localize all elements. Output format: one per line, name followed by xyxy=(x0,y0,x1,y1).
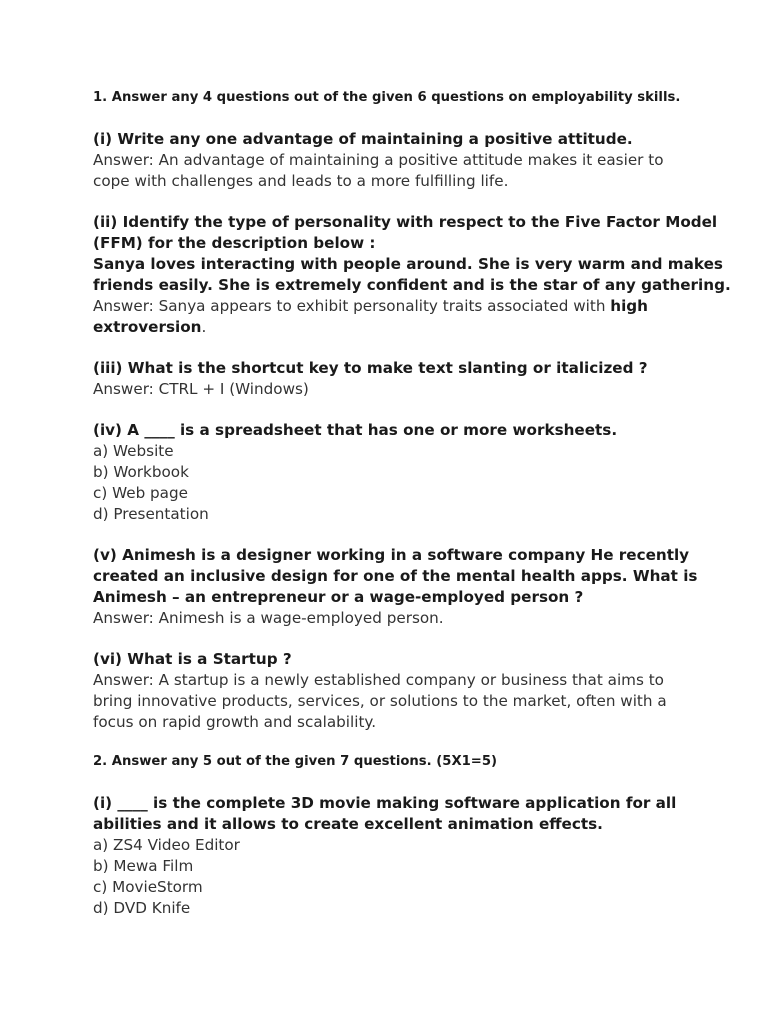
answer-suffix: . xyxy=(201,318,207,336)
answer-line xyxy=(93,317,708,338)
option-list xyxy=(93,835,708,919)
option-list xyxy=(93,441,708,525)
answer-text: Answer: Animesh is a wage-employed person. xyxy=(93,609,444,627)
answer-line: bring innovative products, services, or solutions to the market, often with a xyxy=(93,692,667,710)
question-1-ii xyxy=(93,212,731,338)
option-item: c) Web page xyxy=(93,484,188,502)
question-text: (iii) What is the shortcut key to make text slanting or italicized ? xyxy=(93,359,648,377)
question-text xyxy=(93,212,731,296)
question-2-i xyxy=(93,793,708,919)
answer-emphasis: extroversion xyxy=(93,318,202,336)
answer-text xyxy=(93,296,708,338)
answer-text xyxy=(93,670,708,733)
answer-prefix: Answer: Sanya appears to exhibit personality traits associated with xyxy=(93,297,611,315)
option-item: c) MovieStorm xyxy=(93,878,203,896)
question-line: (i) ____ is the complete 3D movie making software application for all xyxy=(93,794,677,812)
section-1-heading: 1. Answer any 4 questions out of the given 6 questions on employability skills. xyxy=(93,90,681,105)
question-line: (FFM) for the description below : xyxy=(93,234,376,252)
section-2-heading: 2. Answer any 5 out of the given 7 questions. (5X1=5) xyxy=(93,754,498,769)
answer-text xyxy=(93,150,708,192)
option-item: a) Website xyxy=(93,442,174,460)
question-line: Sanya loves interacting with people around. She is very warm and makes xyxy=(93,255,723,273)
option-item: b) Workbook xyxy=(93,463,189,481)
answer-emphasis: high xyxy=(610,297,648,315)
question-text xyxy=(93,545,708,608)
question-line: (ii) Identify the type of personality with respect to the Five Factor Model xyxy=(93,213,718,231)
answer-text: Answer: CTRL + I (Windows) xyxy=(93,380,309,398)
question-line: created an inclusive design for one of the mental health apps. What is xyxy=(93,567,698,585)
answer-line: Answer: A startup is a newly established company or business that aims to xyxy=(93,671,664,689)
question-1-i xyxy=(93,129,708,192)
answer-line: focus on rapid growth and scalability. xyxy=(93,713,377,731)
option-item: d) Presentation xyxy=(93,505,209,523)
question-1-iii xyxy=(93,358,708,400)
question-line: abilities and it allows to create excellent animation effects. xyxy=(93,815,603,833)
question-1-v xyxy=(93,545,708,629)
answer-line xyxy=(93,296,708,317)
question-line: (v) Animesh is a designer working in a software company He recently xyxy=(93,546,690,564)
question-text: (iv) A ____ is a spreadsheet that has one or more worksheets. xyxy=(93,421,618,439)
option-item: a) ZS4 Video Editor xyxy=(93,836,240,854)
question-1-iv xyxy=(93,420,708,525)
option-item: d) DVD Knife xyxy=(93,899,191,917)
answer-line: Answer: An advantage of maintaining a positive attitude makes it easier to xyxy=(93,151,664,169)
question-text: (vi) What is a Startup ? xyxy=(93,650,292,668)
option-item: b) Mewa Film xyxy=(93,857,194,875)
question-line: friends easily. She is extremely confident and is the star of any gathering. xyxy=(93,276,731,294)
question-line: Animesh – an entrepreneur or a wage-employed person ? xyxy=(93,588,584,606)
answer-line: cope with challenges and leads to a more fulfilling life. xyxy=(93,172,509,190)
question-text xyxy=(93,793,708,835)
question-text: (i) Write any one advantage of maintaining a positive attitude. xyxy=(93,130,633,148)
question-1-vi xyxy=(93,649,708,733)
